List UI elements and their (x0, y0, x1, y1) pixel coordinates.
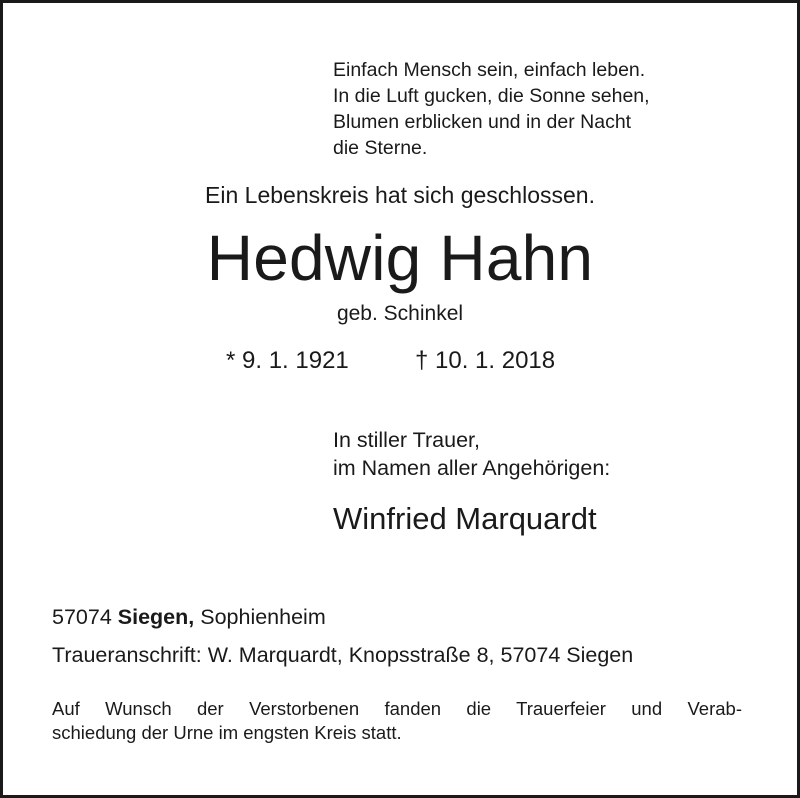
ceremony-note (52, 697, 742, 745)
mourning-line: im Namen aller Angehörigen: (333, 456, 611, 480)
intro-text: Ein Lebenskreis hat sich geschlossen. (205, 182, 595, 208)
poem-line: die Sterne. (333, 137, 428, 159)
mourning-text (333, 426, 610, 482)
poem-line: In die Luft gucken, die Sonne sehen, (333, 85, 650, 107)
death-date: † 10. 1. 2018 (415, 347, 556, 374)
birth-date: * 9. 1. 1921 (226, 347, 349, 374)
maiden-name: geb. Schinkel (336, 302, 464, 325)
poem-line: Blumen erblicken und in der Nacht (333, 111, 632, 133)
note-line: Auf Wunsch der Verstorbenen fanden die Trauerfeier und Verab- (52, 698, 742, 719)
location-line (52, 603, 326, 631)
mourning-line: In stiller Trauer, (333, 428, 480, 452)
poem-line: Einfach Mensch sein, einfach leben. (333, 59, 646, 81)
mourning-address: Traueranschrift: W. Marquardt, Knopsstraße 8, 57074 Siegen (52, 643, 634, 667)
poem (333, 57, 650, 161)
mourner-name: Winfried Marquardt (333, 501, 597, 536)
note-line: schiedung der Urne im engsten Kreis statt. (52, 722, 402, 743)
deceased-name: Hedwig Hahn (206, 222, 594, 294)
postcode: 57074 (52, 605, 112, 629)
place: Sophienheim (200, 605, 326, 629)
city: Siegen, (117, 605, 195, 629)
